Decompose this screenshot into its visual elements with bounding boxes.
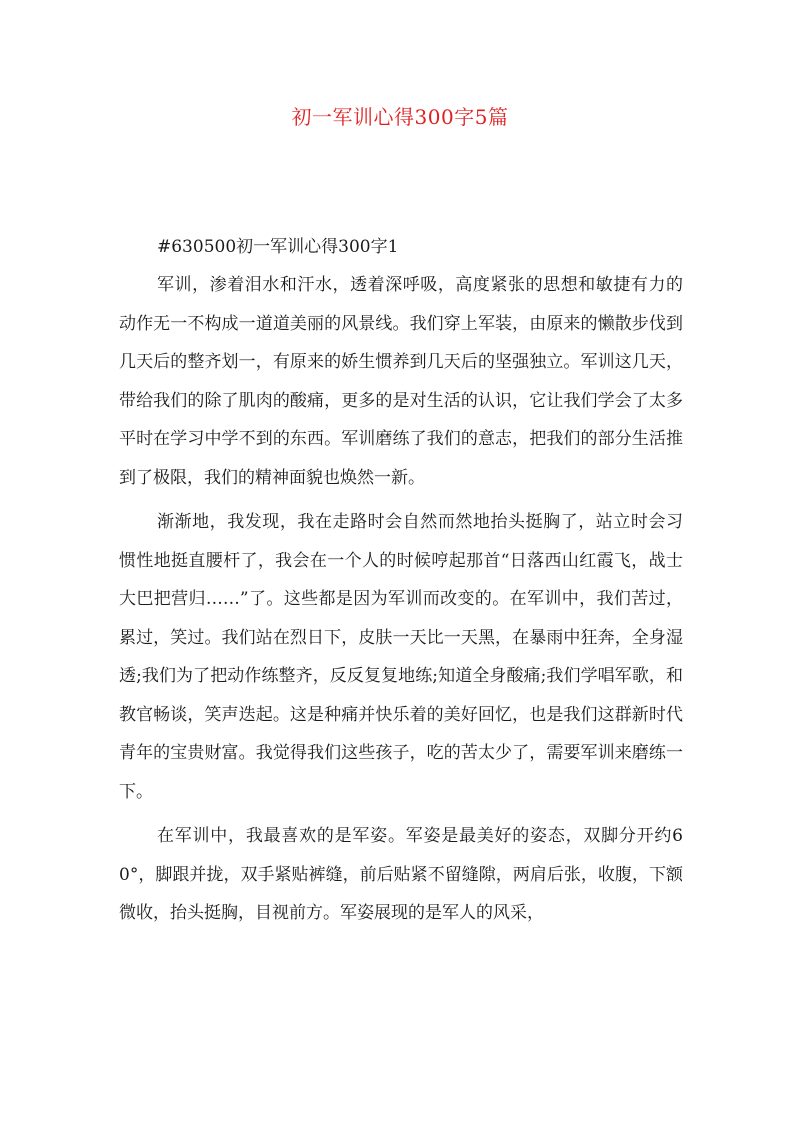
paragraph-3: 在军训中，我最喜欢的是军姿。军姿是最美好的姿态，双脚分开约60°，脚跟并拢，双手紧贴裤缝，前后贴紧不留缝隙，两肩后张，收腹，下额微收，抬头挺胸，目视前方。军姿展现的是军人的风采， (119, 826, 683, 923)
page-title: 初一军训心得300字5篇 (291, 105, 509, 129)
document-body (119, 228, 683, 939)
paragraph-2: 渐渐地，我发现，我在走路时会自然而然地抬头挺胸了，站立时会习惯性地挺直腰杆了，我会在一个人的时候哼起那首“日落西山红霞飞，战士大巴把营归……”了。这些都是因为军训而改变的。在军训中，我们苦过，累过，笑过。我们站在烈日下，皮肤一天比一天黑，在暴雨中狂奔，全身湿透;我们为了把动作练整齐，反反复复地练;知道全身酸痛;我们学唱军歌，和教官畅谈，笑声迭起。这是种痛并快乐着的美好回忆，也是我们这群新时代青年的宝贵财富。我觉得我们这些孩子，吃的苦太少了，需要军训来磨练一下。 (119, 512, 683, 802)
section-heading: #630500初一军训心得300字1 (157, 237, 399, 257)
paragraph-1: 军训，渗着泪水和汗水，透着深呼吸，高度紧张的思想和敏捷有力的动作无一不构成一道道美丽的风景线。我们穿上军装，由原来的懒散步伐到几天后的整齐划一，有原来的娇生惯养到几天后的坚强独立。军训这几天，带给我们的除了肌肉的酸痛，更多的是对生活的认识，它让我们学会了太多平时在学习中学不到的东西。军训磨练了我们的意志，把我们的部分生活推到了极限，我们的精神面貌也焕然一新。 (119, 275, 683, 488)
